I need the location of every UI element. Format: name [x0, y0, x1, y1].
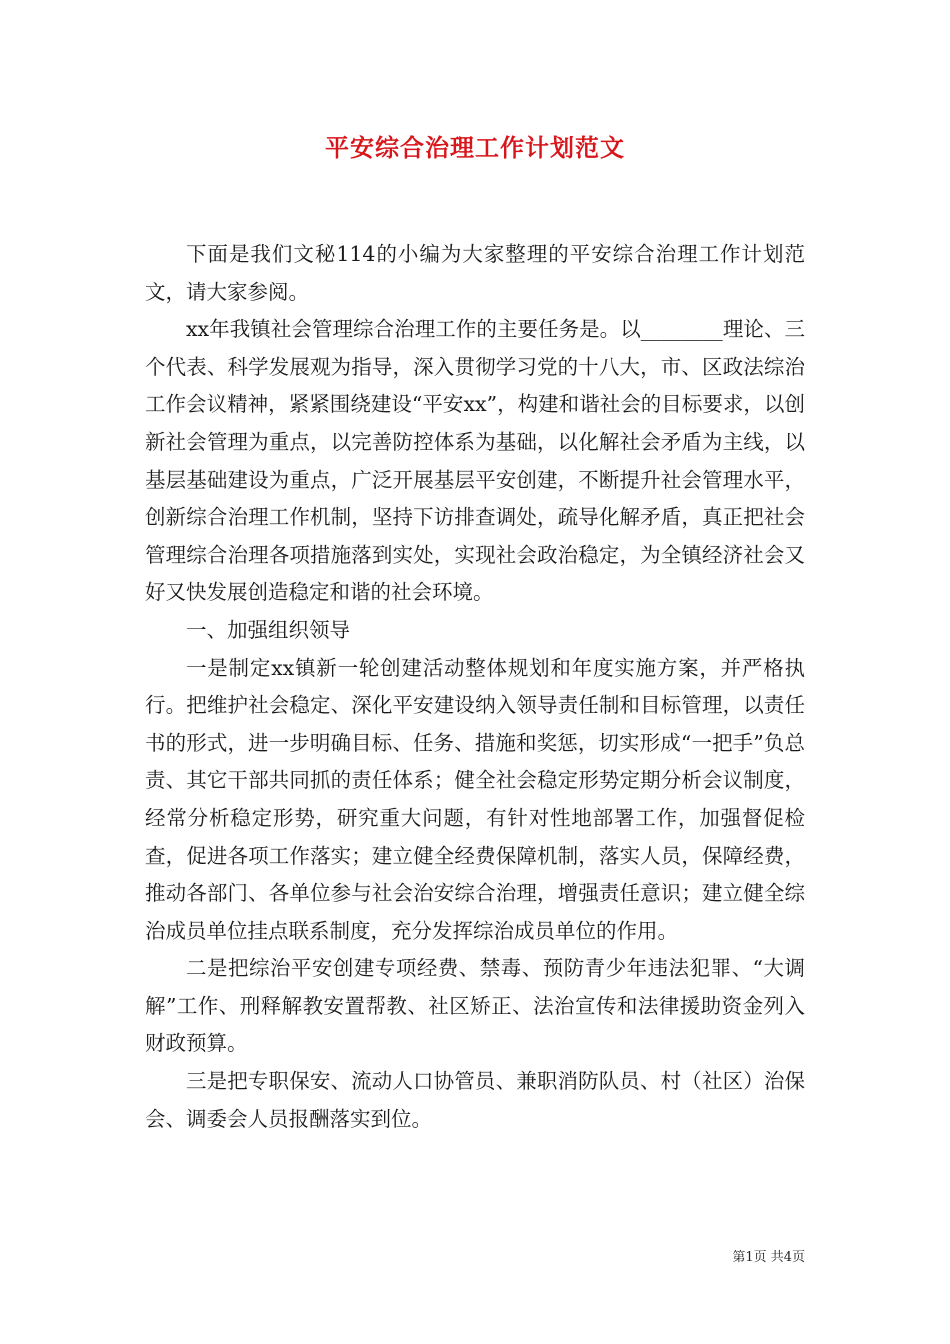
paragraph-item-2: 二是把综治平安创建专项经费、禁毒、预防青少年违法犯罪、“大调解”工作、刑释解教安置帮教、社区矫正、法治宣传和法律援助资金列入财政预算。 — [145, 956, 805, 1056]
paragraph-item-1: 一是制定xx镇新一轮创建活动整体规划和年度实施方案，并严格执行。把维护社会稳定、深化平安建设纳入领导责任制和目标管理，以责任书的形式，进一步明确目标、任务、措施和奖惩，切实形成“一把手”负总责、其它干部共同抓的责任体系；健全社会稳定形势定期分析会议制度，经常分析稳定形势，研究重大问题，有针对性地部署工作，加强督促检查，促进各项工作落实；建立健全经费保障机制，落实人员，保障经费，推动各部门、各单位参与社会治安综合治理，增强责任意识；建立健全综治成员单位挂点联系制度，充分发挥综治成员单位的作用。 — [145, 655, 805, 943]
page-number-footer: 第1页 共4页 — [732, 1250, 805, 1265]
paragraph-item-3: 三是把专职保安、流动人口协管员、兼职消防队员、村（社区）治保会、调委会人员报酬落实到位。 — [145, 1069, 805, 1131]
document-body — [145, 236, 805, 1138]
paragraph-intro: 下面是我们文秘114的小编为大家整理的平安综合治理工作计划范文，请大家参阅。 — [145, 242, 805, 304]
paragraph-main-task: xx年我镇社会管理综合治理工作的主要任务是。以________理论、三个代表、科学发展观为指导，深入贯彻学习党的十八大，市、区政法综治工作会议精神，紧紧围绕建设“平安xx”，构建和谐社会的目标要求，以创新社会管理为重点，以完善防控体系为基础，以化解社会矛盾为主线，以基层基础建设为重点，广泛开展基层平安创建，不断提升社会管理水平，创新综合治理工作机制，坚持下访排查调处，疏导化解矛盾，真正把社会管理综合治理各项措施落到实处，实现社会政治稳定，为全镇经济社会又好又快发展创造稳定和谐的社会环境。 — [145, 317, 805, 605]
section-heading-1: 一、加强组织领导 — [186, 617, 350, 642]
document-title: 平安综合治理工作计划范文 — [325, 133, 625, 162]
